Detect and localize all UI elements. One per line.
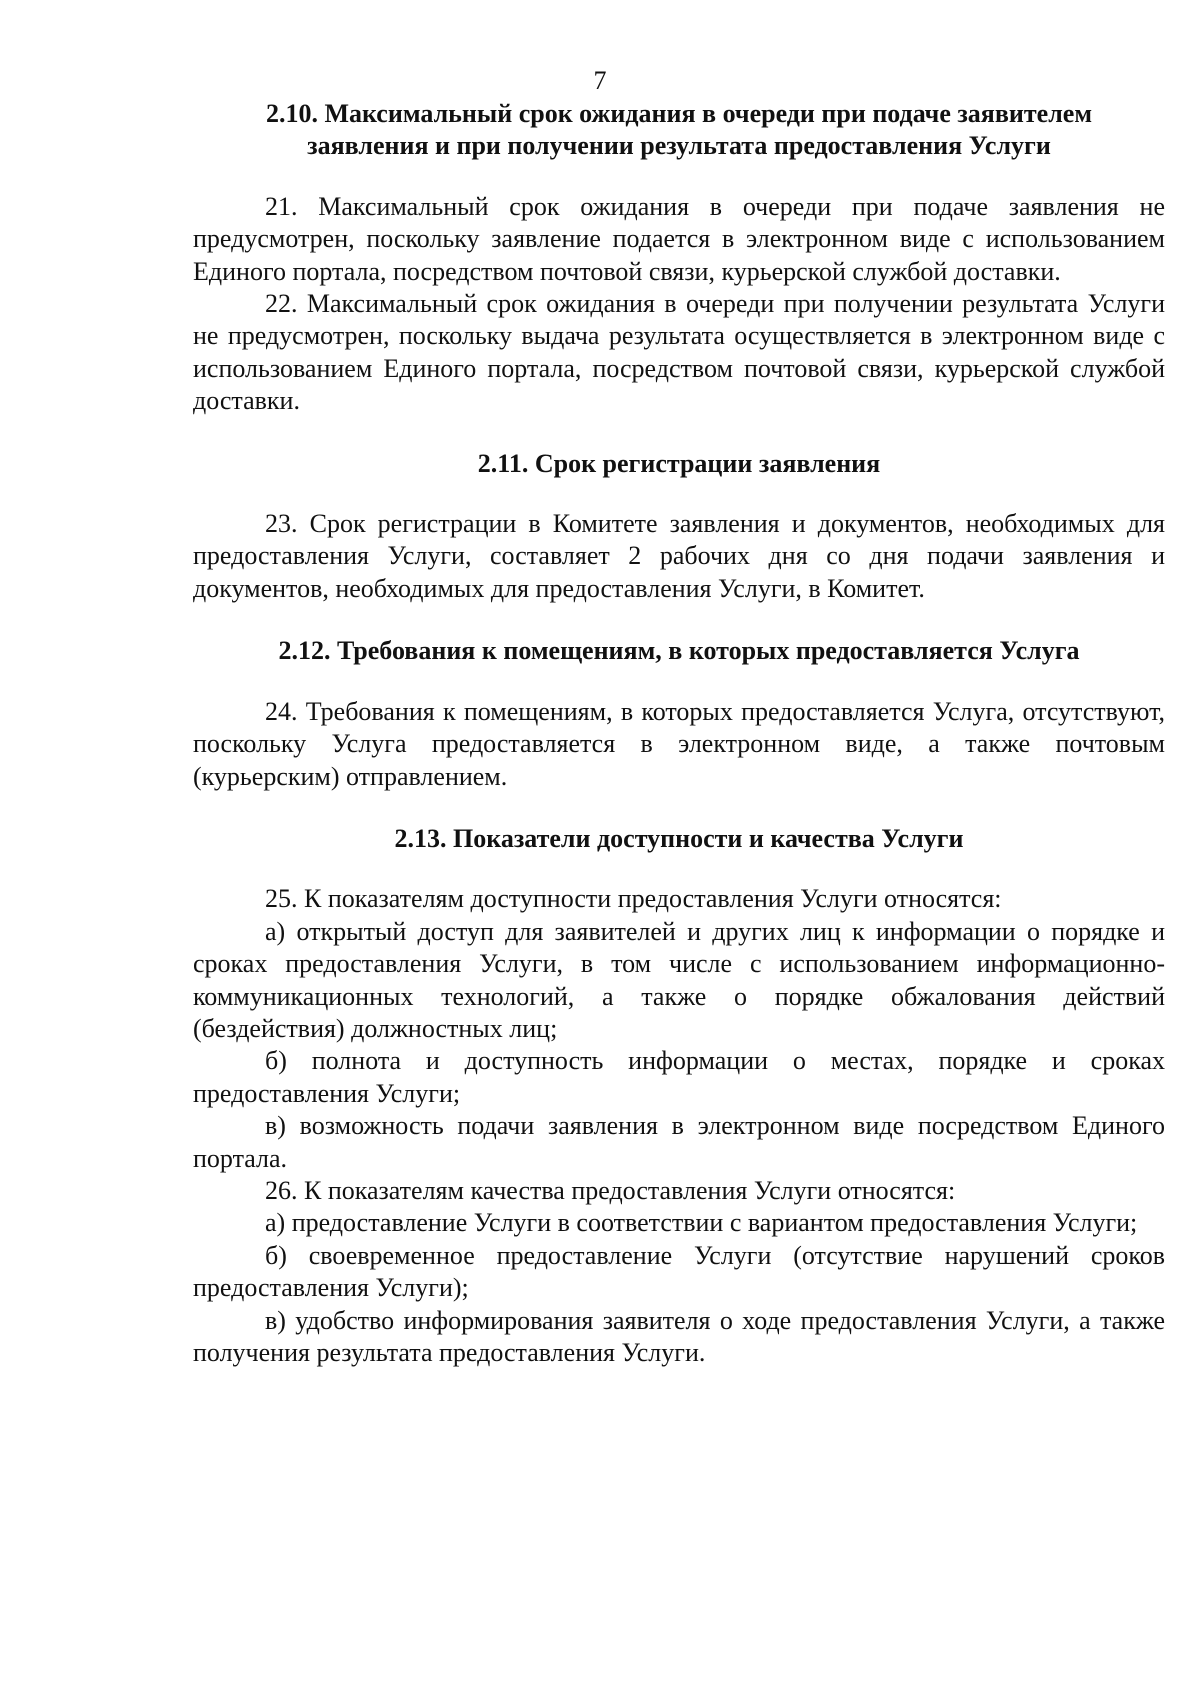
list-item: б) полнота и доступность информации о местах, порядке и сроках предоставления Услуги; [193,1046,1165,1108]
paragraph: 25. К показателям доступности предоставления Услуги относятся: [265,884,1002,914]
section-heading: 2.11. Срок регистрации заявления [477,448,881,478]
section-2-13 [193,823,1165,1370]
list-item: б) своевременное предоставление Услуги (отсутствие нарушений сроков предоставления Услуги); [193,1240,1165,1303]
section-2-11 [193,448,1165,606]
section-heading: 2.12. Требования к помещениям, в которых предоставляется Услуга [278,636,1080,666]
list-item: а) предоставление Услуги в соответствии с вариантом предоставления Услуги; [265,1208,1138,1238]
paragraph: 22. Максимальный срок ожидания в очереди при получении результата Услуги не предусмотрен, поскольку выдача результата осуществляется в электронном виде с использованием Единого портала, посредством почтовой связи, курьерской службой доставки. [193,289,1165,416]
list-item: а) открытый доступ для заявителей и других лиц к информации о порядке и сроках предоставления Услуги, в том числе с использованием информационно-коммуникационных технологий, а также о порядке обжалования действий (бездействия) должностных лиц; [193,916,1165,1043]
list-item: в) удобство информирования заявителя о ходе предоставления Услуги, а также получения результата предоставления Услуги. [193,1305,1165,1367]
section-2-10 [193,98,1165,418]
paragraph: 26. К показателям качества предоставления Услуги относятся: [265,1175,956,1205]
document-body [193,98,1165,1369]
section-heading: 2.13. Показатели доступности и качества Услуги [394,823,964,853]
paragraph: 24. Требования к помещениям, в которых предоставляется Услуга, отсутствуют, поскольку Услуга предоставляется в электронном виде, а также почтовым (курьерским) отправлением. [193,696,1165,791]
page-number: 7 [593,66,607,95]
section-2-12 [193,635,1165,793]
paragraph: 23. Срок регистрации в Комитете заявления и документов, необходимых для предоставления Услуги, составляет 2 рабочих дня со дня подачи заявления и документов, необходимых для предоставления Услуги, в Комитет. [193,509,1165,603]
section-heading: 2.10. Максимальный срок ожидания в очереди при подаче заявителем заявления и при получении результата предоставления Услуги [265,99,1093,161]
list-item: в) возможность подачи заявления в электронном виде посредством Единого портала. [193,1111,1165,1173]
paragraph: 21. Максимальный срок ожидания в очереди при подаче заявления не предусмотрен, поскольку заявление подается в электронном виде с использованием Единого портала, посредством почтовой связи, курьерской службой доставки. [193,191,1165,286]
